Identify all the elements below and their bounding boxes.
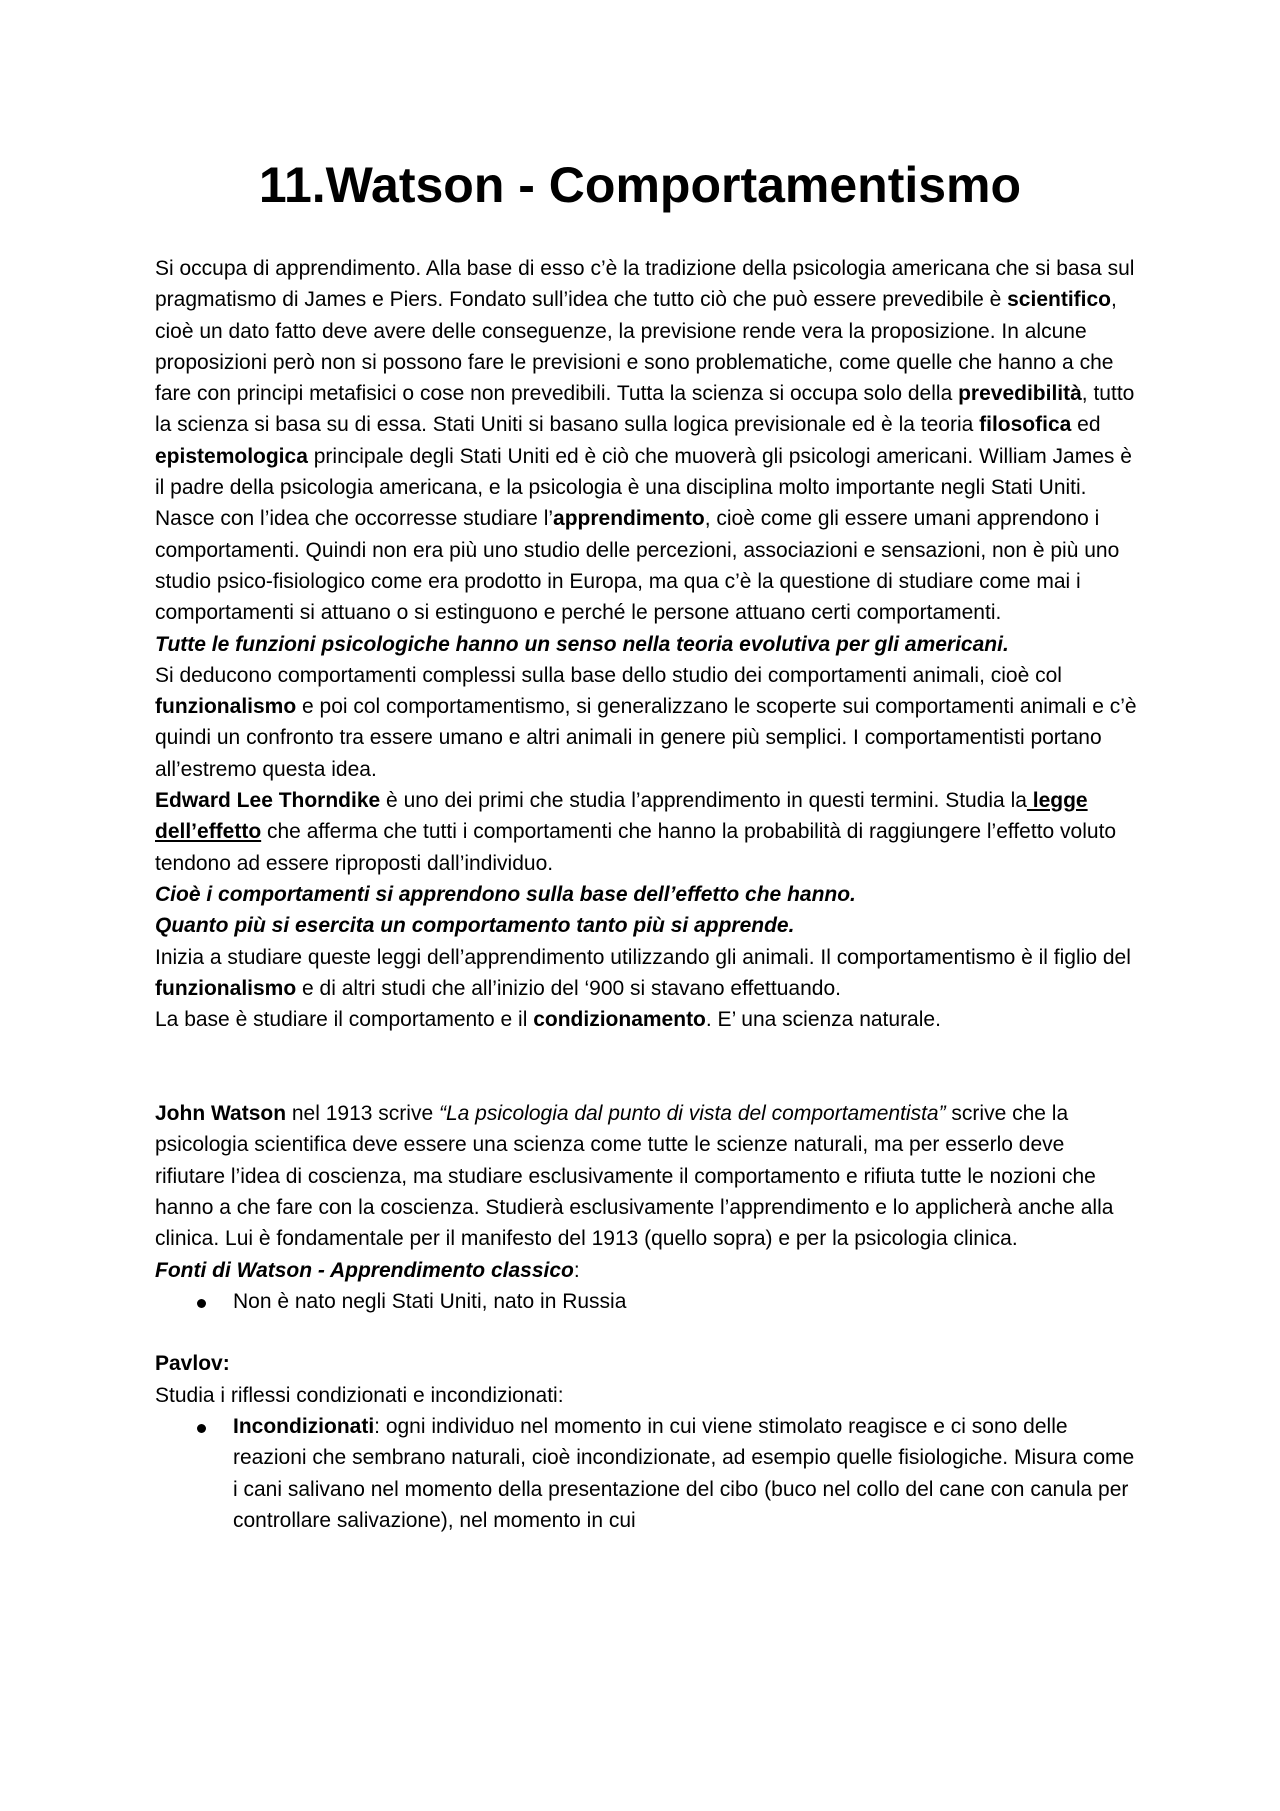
list-item — [155, 1411, 1140, 1536]
name-thorndike: Edward Lee Thorndike — [155, 789, 381, 813]
base-text-1: La base è studiare il comportamento e il — [155, 1008, 534, 1032]
inizia-text-1: Inizia a studiare queste leggi dell’apprendimento utilizzando gli animali. Il comportamentismo è il figlio del — [155, 945, 1131, 969]
bullet-text: Non è nato negli Stati Uniti, nato in Russia — [233, 1289, 627, 1313]
thorndike-text-2: che afferma che tutti i comportamenti che hanno la probabilità di raggiungere l’effetto voluto tendono ad essere riproposti dall’individuo. — [155, 820, 1117, 875]
base-text-2: . E’ una scienza naturale. — [705, 1008, 941, 1032]
thorndike-paragraph — [155, 785, 1140, 879]
nasce-paragraph — [155, 503, 1140, 628]
document-body — [155, 253, 1140, 1536]
term-funzionalismo: funzionalismo — [155, 695, 297, 719]
term-prevedibilita: prevedibilità — [958, 382, 1082, 406]
term-filosofica: filosofica — [979, 413, 1072, 437]
intro-text-5: principale degli Stati Uniti ed è ciò che muoverà gli psicologi americani. William James è il padre della psicologia americana, e la psicologia è una disciplina molto importante negli Stati Uniti. — [155, 444, 1132, 500]
fonti-list — [155, 1286, 1140, 1317]
intro-paragraph — [155, 253, 1140, 503]
watson-paragraph — [155, 1098, 1140, 1254]
intro-text-2: , cioè un dato fatto deve avere delle conseguenze, la previsione rende vera la proposizione. In alcune proposizioni però non si possono fare le previsioni e sono problematiche, come quelle che hanno a che fare con principi metafisici o cose non prevedibili. Tutta la scienza si occupa solo della — [155, 288, 1117, 406]
watson-text-1: nel 1913 scrive — [286, 1102, 439, 1126]
bullet-text: : ogni individuo nel momento in cui viene stimolato reagisce e ci sono delle reazioni che sembrano naturali, cioè incondizionate, ad esempio quelle fisiologiche. Misura come i cani salivano nel momento della presentazione del cibo (buco nel collo del cane con canula per controllare salivazione), nel momento in cui — [233, 1414, 1135, 1532]
deducono-paragraph — [155, 660, 1140, 785]
nasce-text-1: Nasce con l’idea che occorresse studiare l’ — [155, 507, 554, 531]
term-incondizionati: Incondizionati — [233, 1414, 375, 1438]
base-paragraph — [155, 1004, 1140, 1035]
pavlov-intro: Studia i riflessi condizionati e incondizionati: — [155, 1383, 564, 1407]
cioe-statement: Cioè i comportamenti si apprendono sulla base dell’effetto che hanno. — [155, 882, 856, 906]
pavlov-list — [155, 1411, 1140, 1536]
spacer — [155, 1035, 1140, 1098]
intro-text-4: ed — [1071, 413, 1101, 437]
fonti-heading — [155, 1255, 1140, 1286]
inizia-text-2: e di altri studi che all’inizio del ‘900 si stavano effettuando. — [296, 976, 841, 1000]
watson-text-2: scrive che la psicologia scientifica deve essere una scienza come tutte le scienze naturali, ma per esserlo deve rifiutare l’idea di coscienza, ma studiare esclusivamente il comportamento e rifiuta tutte le nozioni che hanno a che fare con la coscienza. Studierà esclusivamente l’apprendimento e lo applicherà anche alla clinica. Lui è fondamentale per il manifesto del 1913 (quello sopra) e per la psicologia clinica. — [155, 1102, 1114, 1251]
term-apprendimento: apprendimento — [553, 507, 705, 531]
pavlov-heading — [155, 1348, 1140, 1379]
quanto-statement: Quanto più si esercita un comportamento tanto più si apprende. — [155, 914, 795, 938]
inizia-paragraph — [155, 942, 1140, 1005]
fonti-label: Fonti di Watson - Apprendimento classico — [155, 1258, 574, 1282]
term-funzionalismo-2: funzionalismo — [155, 976, 297, 1000]
nasce-text-2: , cioè come gli essere umani apprendono i comportamenti. Quindi non era più uno studio delle percezioni, associazioni e sensazioni, non è più uno studio psico-fisiologico come era prodotto in Europa, ma qua c’è la questione di studiare come mai i comportamenti si attuano o si estinguono e perché le persone attuano certi comportamenti. — [155, 507, 1120, 625]
term-epistemologica: epistemologica — [155, 444, 308, 468]
fonti-colon: : — [573, 1258, 580, 1282]
thorndike-text-1: è uno dei primi che studia l’apprendimento in questi termini. Studia la — [380, 789, 1027, 813]
term-legge-effetto: legge dell’effetto — [155, 789, 1088, 844]
list-item — [155, 1286, 1140, 1317]
spacer — [155, 1317, 1140, 1348]
bullet-icon — [197, 1424, 206, 1433]
term-scientifico: scientifico — [1007, 288, 1111, 312]
book-title: “La psicologia dal punto di vista del comportamentista” — [438, 1102, 946, 1126]
deducono-text-2: e poi col comportamentismo, si generalizzano le scoperte sui comportamenti animali e c’è quindi un confronto tra essere umano e altri animali in genere più semplici. I comportamentisti portano all’estremo questa idea. — [155, 695, 1137, 781]
intro-text-3: , tutto la scienza si basa su di essa. Stati Uniti si basano sulla logica previsionale ed è la teoria — [155, 382, 1135, 437]
page-title: 11.Watson - Comportamentismo — [258, 157, 1022, 213]
name-watson: John Watson — [155, 1102, 287, 1126]
deducono-text-1: Si deducono comportamenti complessi sulla base dello studio dei comportamenti animali, cioè col — [155, 663, 1062, 687]
intro-text-1: Si occupa di apprendimento. Alla base di esso c’è la tradizione della psicologia americana che si basa sul pragmatismo di James e Piers. Fondato sull’idea che tutto ciò che può essere prevedibile è — [155, 257, 1135, 312]
term-condizionamento: condizionamento — [533, 1008, 706, 1032]
evolutionary-statement: Tutte le funzioni psicologiche hanno un senso nella teoria evolutiva per gli americani. — [155, 632, 1009, 656]
bullet-icon — [197, 1299, 206, 1308]
pavlov-heading-text: Pavlov: — [155, 1352, 230, 1376]
